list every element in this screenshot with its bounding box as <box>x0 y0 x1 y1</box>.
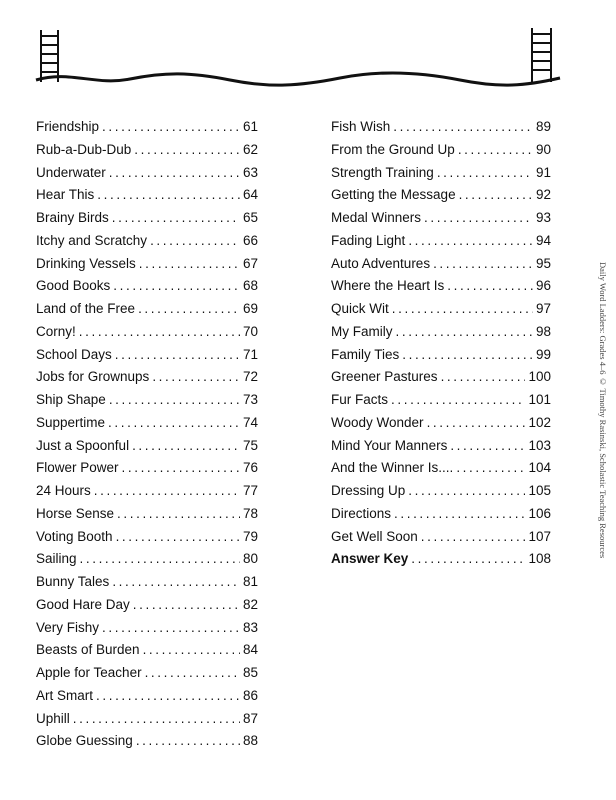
toc-entry <box>331 207 551 230</box>
toc-left-column <box>36 116 258 753</box>
toc-entry <box>331 275 551 298</box>
toc-entry-title: Dressing Up <box>331 483 406 498</box>
toc-entry-title: Medal Winners <box>331 210 422 225</box>
toc-entry-title: Brainy Birds <box>36 210 109 225</box>
toc-entry-page: 97 <box>535 301 551 316</box>
toc-entry <box>331 503 551 526</box>
toc-right-column <box>331 116 551 571</box>
toc-leader-dots <box>132 435 240 458</box>
toc-entry-page: 91 <box>535 164 551 180</box>
toc-leader-dots <box>450 435 525 458</box>
toc-entry-title: Beasts of Burden <box>36 642 140 658</box>
toc-leader-dots <box>143 639 240 662</box>
toc-entry-page: 99 <box>535 346 551 362</box>
toc-entry-title: Drinking Vessels <box>36 255 136 271</box>
toc-entry-title: Ship Shape <box>36 392 106 407</box>
toc-entry <box>36 730 258 753</box>
toc-entry-title: Hear This <box>36 187 95 203</box>
side-credit: Daily Word Ladders: Grades 4–6 © Timothy Rasinski, Scholastic Teaching Resources <box>598 262 608 559</box>
toc-entry <box>36 275 258 298</box>
toc-leader-dots <box>109 389 240 412</box>
header-decoration <box>0 0 616 100</box>
toc-entry-title: Bunny Tales <box>36 574 110 589</box>
toc-entry <box>331 412 551 435</box>
toc-entry <box>36 139 258 162</box>
toc-entry-page: 86 <box>242 687 258 703</box>
toc-entry <box>36 116 258 139</box>
toc-entry-title: Sailing <box>36 551 77 567</box>
toc-leader-dots <box>441 366 526 389</box>
toc-entry <box>331 230 551 253</box>
toc-entry-title: Greener Pastures <box>331 369 438 385</box>
toc-leader-dots <box>391 389 525 412</box>
toc-entry-title: Friendship <box>36 119 100 134</box>
toc-leader-dots <box>433 253 533 276</box>
toc-leader-dots <box>102 116 240 139</box>
toc-leader-dots <box>116 526 240 549</box>
toc-leader-dots <box>117 503 240 526</box>
toc-entry-title: Good Hare Day <box>36 596 130 612</box>
toc-entry <box>36 617 258 640</box>
toc-entry-title: My Family <box>331 323 393 339</box>
toc-leader-dots <box>459 184 533 207</box>
toc-entry-title: Fading Light <box>331 232 406 248</box>
toc-entry-title: Horse Sense <box>36 505 115 521</box>
toc-entry <box>36 639 258 662</box>
toc-entry <box>36 480 258 503</box>
toc-entry-page: 82 <box>242 596 258 612</box>
toc-entry-page: 103 <box>528 437 551 453</box>
toc-leader-dots <box>427 412 526 435</box>
toc-entry-page: 106 <box>528 505 551 521</box>
toc-entry-page: 79 <box>242 528 258 544</box>
toc-entry-page: 74 <box>242 414 258 430</box>
toc-leader-dots <box>396 321 533 344</box>
toc-leader-dots <box>402 344 533 367</box>
toc-entry-title: And the Winner Is.... <box>331 460 454 476</box>
toc-entry-page: 76 <box>242 460 258 476</box>
toc-leader-dots <box>133 594 240 617</box>
toc-entry-title: Underwater <box>36 164 106 180</box>
toc-leader-dots <box>447 275 533 298</box>
toc-entry <box>331 344 551 367</box>
toc-leader-dots <box>96 685 240 708</box>
toc-entry <box>36 708 258 731</box>
toc-entry <box>331 116 551 139</box>
toc-entry-title: Answer Key <box>331 551 409 567</box>
toc-entry-title: Apple for Teacher <box>36 665 142 680</box>
toc-entry-title: Flower Power <box>36 460 119 476</box>
toc-entry-page: 96 <box>535 278 551 294</box>
toc-entry-page: 88 <box>242 733 258 749</box>
toc-entry <box>36 207 258 230</box>
toc-entry-title: Where the Heart Is <box>331 278 445 294</box>
toc-entry-title: Fur Facts <box>331 392 389 407</box>
toc-entry-title: Itchy and Scratchy <box>36 232 148 248</box>
toc-entry-title: Just a Spoonful <box>36 437 130 453</box>
toc-entry-page: 92 <box>535 187 551 203</box>
toc-entry <box>36 389 258 412</box>
toc-entry-page: 80 <box>242 551 258 567</box>
toc-entry-page: 104 <box>528 460 551 476</box>
wavy-line-icon <box>36 73 560 85</box>
toc-leader-dots <box>113 275 240 298</box>
toc-entry-page: 102 <box>528 414 551 430</box>
toc-entry-title: Rub-a-Dub-Dub <box>36 141 132 157</box>
toc-entry <box>36 526 258 549</box>
toc-leader-dots <box>392 298 533 321</box>
toc-entry <box>331 366 551 389</box>
toc-entry <box>36 685 258 708</box>
toc-entry-title: Land of the Free <box>36 301 136 316</box>
toc-entry-page: 63 <box>242 164 258 180</box>
toc-entry <box>331 457 551 480</box>
toc-entry <box>331 162 551 185</box>
toc-entry-title: Strength Training <box>331 164 434 180</box>
toc-leader-dots <box>112 571 240 594</box>
toc-leader-dots <box>150 230 240 253</box>
toc-entry-title: Woody Wonder <box>331 414 424 430</box>
toc-entry <box>36 344 258 367</box>
toc-leader-dots <box>138 298 240 321</box>
toc-entry <box>331 321 551 344</box>
toc-entry-page: 100 <box>528 369 551 385</box>
toc-entry-title: Corny! <box>36 323 76 339</box>
toc-leader-dots <box>394 503 525 526</box>
toc-leader-dots <box>408 480 525 503</box>
toc-entry <box>36 184 258 207</box>
toc-entry-page: 101 <box>528 392 551 407</box>
toc-leader-dots <box>112 207 240 230</box>
toc-entry-page: 65 <box>242 210 258 225</box>
toc-entry <box>331 526 551 549</box>
toc-entry <box>331 253 551 276</box>
toc-entry-title: Fish Wish <box>331 119 391 134</box>
toc-entry <box>36 412 258 435</box>
toc-entry-title: Get Well Soon <box>331 528 418 544</box>
toc-entry-title: Jobs for Grownups <box>36 369 150 385</box>
toc-leader-dots <box>421 526 526 549</box>
toc-entry-page: 95 <box>535 255 551 271</box>
toc-leader-dots <box>393 116 533 139</box>
toc-entry <box>36 662 258 685</box>
toc-leader-dots <box>134 139 240 162</box>
toc-entry-title: Suppertime <box>36 414 106 430</box>
toc-leader-dots <box>408 230 533 253</box>
toc-entry <box>331 480 551 503</box>
toc-entry-page: 107 <box>528 528 551 544</box>
toc-entry <box>331 389 551 412</box>
toc-entry-title: Voting Booth <box>36 528 113 544</box>
toc-entry <box>36 366 258 389</box>
toc-leader-dots <box>102 617 240 640</box>
toc-entry-title: Good Books <box>36 278 111 294</box>
toc-entry <box>36 298 258 321</box>
toc-entry-title: Quick Wit <box>331 301 389 316</box>
toc-entry-title: 24 Hours <box>36 483 91 498</box>
toc-entry-page: 61 <box>242 119 258 134</box>
toc-leader-dots <box>80 548 240 571</box>
toc-entry <box>36 457 258 480</box>
toc-entry <box>331 184 551 207</box>
toc-leader-dots <box>152 366 240 389</box>
toc-entry <box>36 571 258 594</box>
toc-leader-dots <box>411 548 525 571</box>
toc-entry-page: 90 <box>535 141 551 157</box>
toc-entry-page: 93 <box>535 210 551 225</box>
toc-entry-page: 75 <box>242 437 258 453</box>
toc-leader-dots <box>115 344 240 367</box>
toc-entry-title: Family Ties <box>331 346 400 362</box>
toc-entry-page: 67 <box>242 255 258 271</box>
toc-entry <box>36 594 258 617</box>
toc-leader-dots <box>424 207 533 230</box>
toc-entry-page: 73 <box>242 392 258 407</box>
toc-entry-page: 68 <box>242 278 258 294</box>
toc-entry-title: Art Smart <box>36 687 94 703</box>
ladder-icon <box>532 28 551 82</box>
toc-entry <box>36 253 258 276</box>
toc-entry-title: From the Ground Up <box>331 141 455 157</box>
toc-entry-page: 105 <box>528 483 551 498</box>
toc-entry-title: Mind Your Manners <box>331 437 448 453</box>
toc-leader-dots <box>97 184 240 207</box>
toc-entry <box>331 548 551 571</box>
toc-entry-page: 66 <box>242 232 258 248</box>
toc-entry-page: 64 <box>242 187 258 203</box>
ladder-icon <box>41 30 58 82</box>
toc-entry <box>331 435 551 458</box>
toc-leader-dots <box>122 457 240 480</box>
toc-leader-dots <box>94 480 240 503</box>
toc-entry-page: 89 <box>535 119 551 134</box>
toc-entry-page: 62 <box>242 141 258 157</box>
toc-entry <box>36 503 258 526</box>
toc-entry-title: Globe Guessing <box>36 733 133 749</box>
toc-leader-dots <box>108 412 240 435</box>
toc-entry <box>331 139 551 162</box>
toc-leader-dots <box>79 321 240 344</box>
toc-entry-title: Auto Adventures <box>331 255 431 271</box>
toc-entry-page: 78 <box>242 505 258 521</box>
toc-leader-dots <box>136 730 240 753</box>
toc-entry-page: 83 <box>242 619 258 635</box>
toc-entry-page: 85 <box>242 665 258 680</box>
toc-entry-page: 72 <box>242 369 258 385</box>
toc-entry-page: 84 <box>242 642 258 658</box>
toc-entry-title: Very Fishy <box>36 619 100 635</box>
toc-entry-page: 108 <box>528 551 551 567</box>
toc-entry-page: 71 <box>242 346 258 362</box>
toc-entry <box>36 162 258 185</box>
toc-entry-page: 69 <box>242 301 258 316</box>
toc-entry-page: 98 <box>535 323 551 339</box>
toc-leader-dots <box>456 457 525 480</box>
toc-entry-page: 94 <box>535 232 551 248</box>
toc-entry <box>36 435 258 458</box>
toc-leader-dots <box>109 162 240 185</box>
toc-entry-page: 77 <box>242 483 258 498</box>
toc-leader-dots <box>458 139 533 162</box>
toc-leader-dots <box>73 708 240 731</box>
toc-leader-dots <box>145 662 240 685</box>
toc-entry <box>36 321 258 344</box>
toc-entry-title: Directions <box>331 505 392 521</box>
toc-entry-page: 70 <box>242 323 258 339</box>
toc-entry-title: Uphill <box>36 710 70 726</box>
toc-entry <box>36 548 258 571</box>
toc-entry-title: Getting the Message <box>331 187 456 203</box>
toc-entry-page: 87 <box>242 710 258 726</box>
toc-entry <box>36 230 258 253</box>
toc-entry <box>331 298 551 321</box>
toc-leader-dots <box>437 162 533 185</box>
toc-leader-dots <box>139 253 240 276</box>
toc-entry-page: 81 <box>242 574 258 589</box>
toc-entry-title: School Days <box>36 346 112 362</box>
